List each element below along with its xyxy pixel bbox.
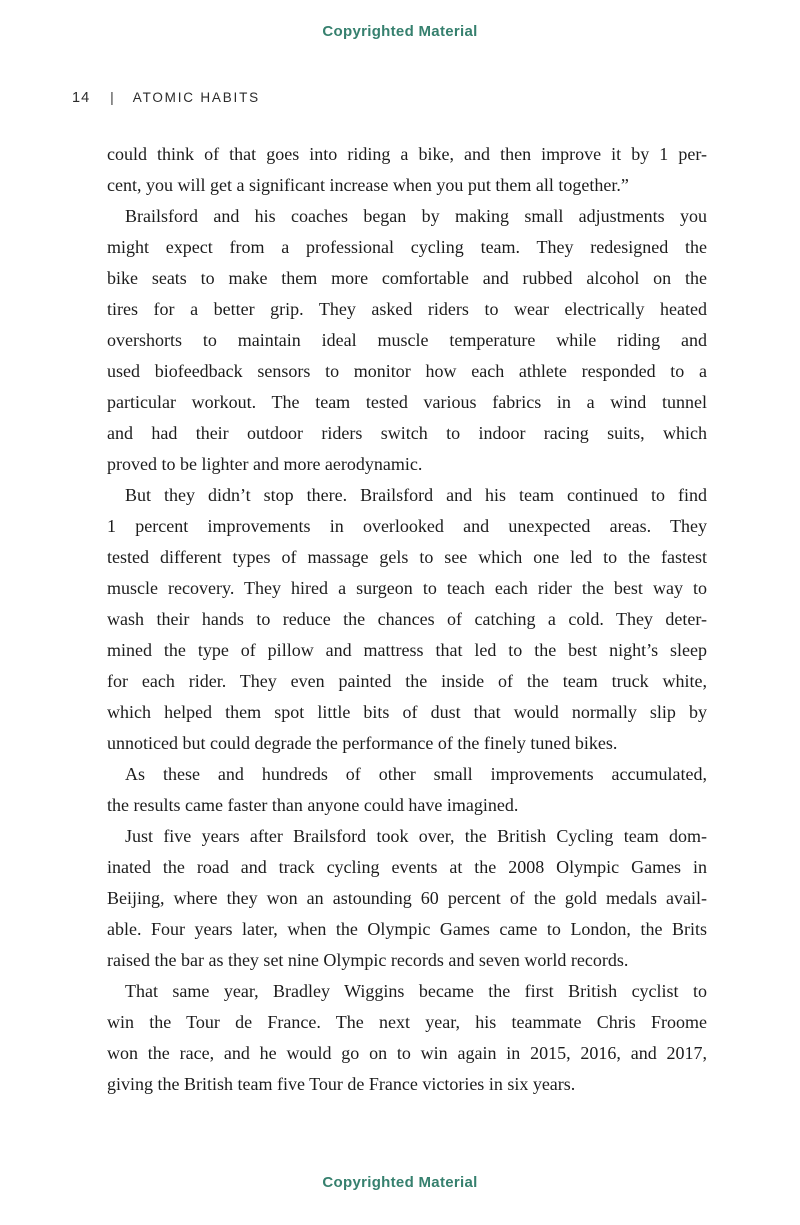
text-line: 1 percent improvements in overlooked and unexpected areas. They	[107, 516, 707, 536]
text-line: raised the bar as they set nine Olympic records and seven world records.	[107, 950, 629, 970]
text-line: the results came faster than anyone could have imagined.	[107, 795, 519, 815]
text-line: muscle recovery. They hired a surgeon to teach each rider the best way to	[107, 578, 707, 598]
paragraph	[107, 480, 707, 759]
text-line: win the Tour de France. The next year, his teammate Chris Froome	[107, 1012, 707, 1032]
paragraph	[107, 139, 707, 201]
page-header	[72, 89, 260, 106]
paragraph	[107, 821, 707, 976]
text-line: unnoticed but could degrade the performance of the finely tuned bikes.	[107, 733, 618, 753]
text-line: and had their outdoor riders switch to indoor racing suits, which	[107, 423, 707, 443]
header-divider: |	[110, 89, 114, 105]
text-line: mined the type of pillow and mattress that led to the best night’s sleep	[107, 640, 707, 660]
body-text	[107, 139, 707, 1100]
text-line: might expect from a professional cycling team. They redesigned the	[107, 237, 707, 257]
text-line: overshorts to maintain ideal muscle temperature while riding and	[107, 330, 707, 350]
text-line: Just five years after Brailsford took over, the British Cycling team dom-	[125, 826, 707, 846]
text-line: proved to be lighter and more aerodynamic.	[107, 454, 423, 474]
copyright-watermark-bottom: Copyrighted Material	[322, 1174, 478, 1191]
text-line: could think of that goes into riding a bike, and then improve it by 1 per-	[107, 144, 707, 164]
text-line: tires for a better grip. They asked riders to wear electrically heated	[107, 299, 707, 319]
text-line: As these and hundreds of other small improvements accumulated,	[125, 764, 707, 784]
text-line: particular workout. The team tested various fabrics in a wind tunnel	[107, 392, 707, 412]
text-line: But they didn’t stop there. Brailsford and his team continued to find	[125, 485, 707, 505]
text-line: won the race, and he would go on to win again in 2015, 2016, and 2017,	[107, 1043, 707, 1063]
text-line: bike seats to make them more comfortable and rubbed alcohol on the	[107, 268, 707, 288]
text-line: used biofeedback sensors to monitor how each athlete responded to a	[107, 361, 707, 381]
text-line: tested different types of massage gels to see which one led to the fastest	[107, 547, 707, 567]
text-line: Beijing, where they won an astounding 60 percent of the gold medals avail-	[107, 888, 707, 908]
text-line: able. Four years later, when the Olympic Games came to London, the Brits	[107, 919, 707, 939]
copyright-watermark-top: Copyrighted Material	[322, 23, 478, 40]
text-line: giving the British team five Tour de France victories in six years.	[107, 1074, 576, 1094]
text-line: inated the road and track cycling events at the 2008 Olympic Games in	[107, 857, 707, 877]
text-line: for each rider. They even painted the inside of the team truck white,	[107, 671, 707, 691]
text-line: cent, you will get a significant increase when you put them all together.”	[107, 175, 629, 195]
paragraph	[107, 976, 707, 1100]
page-number: 14	[72, 90, 91, 106]
book-title: ATOMIC HABITS	[132, 90, 260, 105]
paragraph	[107, 201, 707, 480]
text-line: Brailsford and his coaches began by making small adjustments you	[125, 206, 707, 226]
paragraph	[107, 759, 707, 821]
text-line: wash their hands to reduce the chances of catching a cold. They deter-	[107, 609, 707, 629]
text-line: which helped them spot little bits of dust that would normally slip by	[107, 702, 707, 722]
text-line: That same year, Bradley Wiggins became the first British cyclist to	[125, 981, 707, 1001]
